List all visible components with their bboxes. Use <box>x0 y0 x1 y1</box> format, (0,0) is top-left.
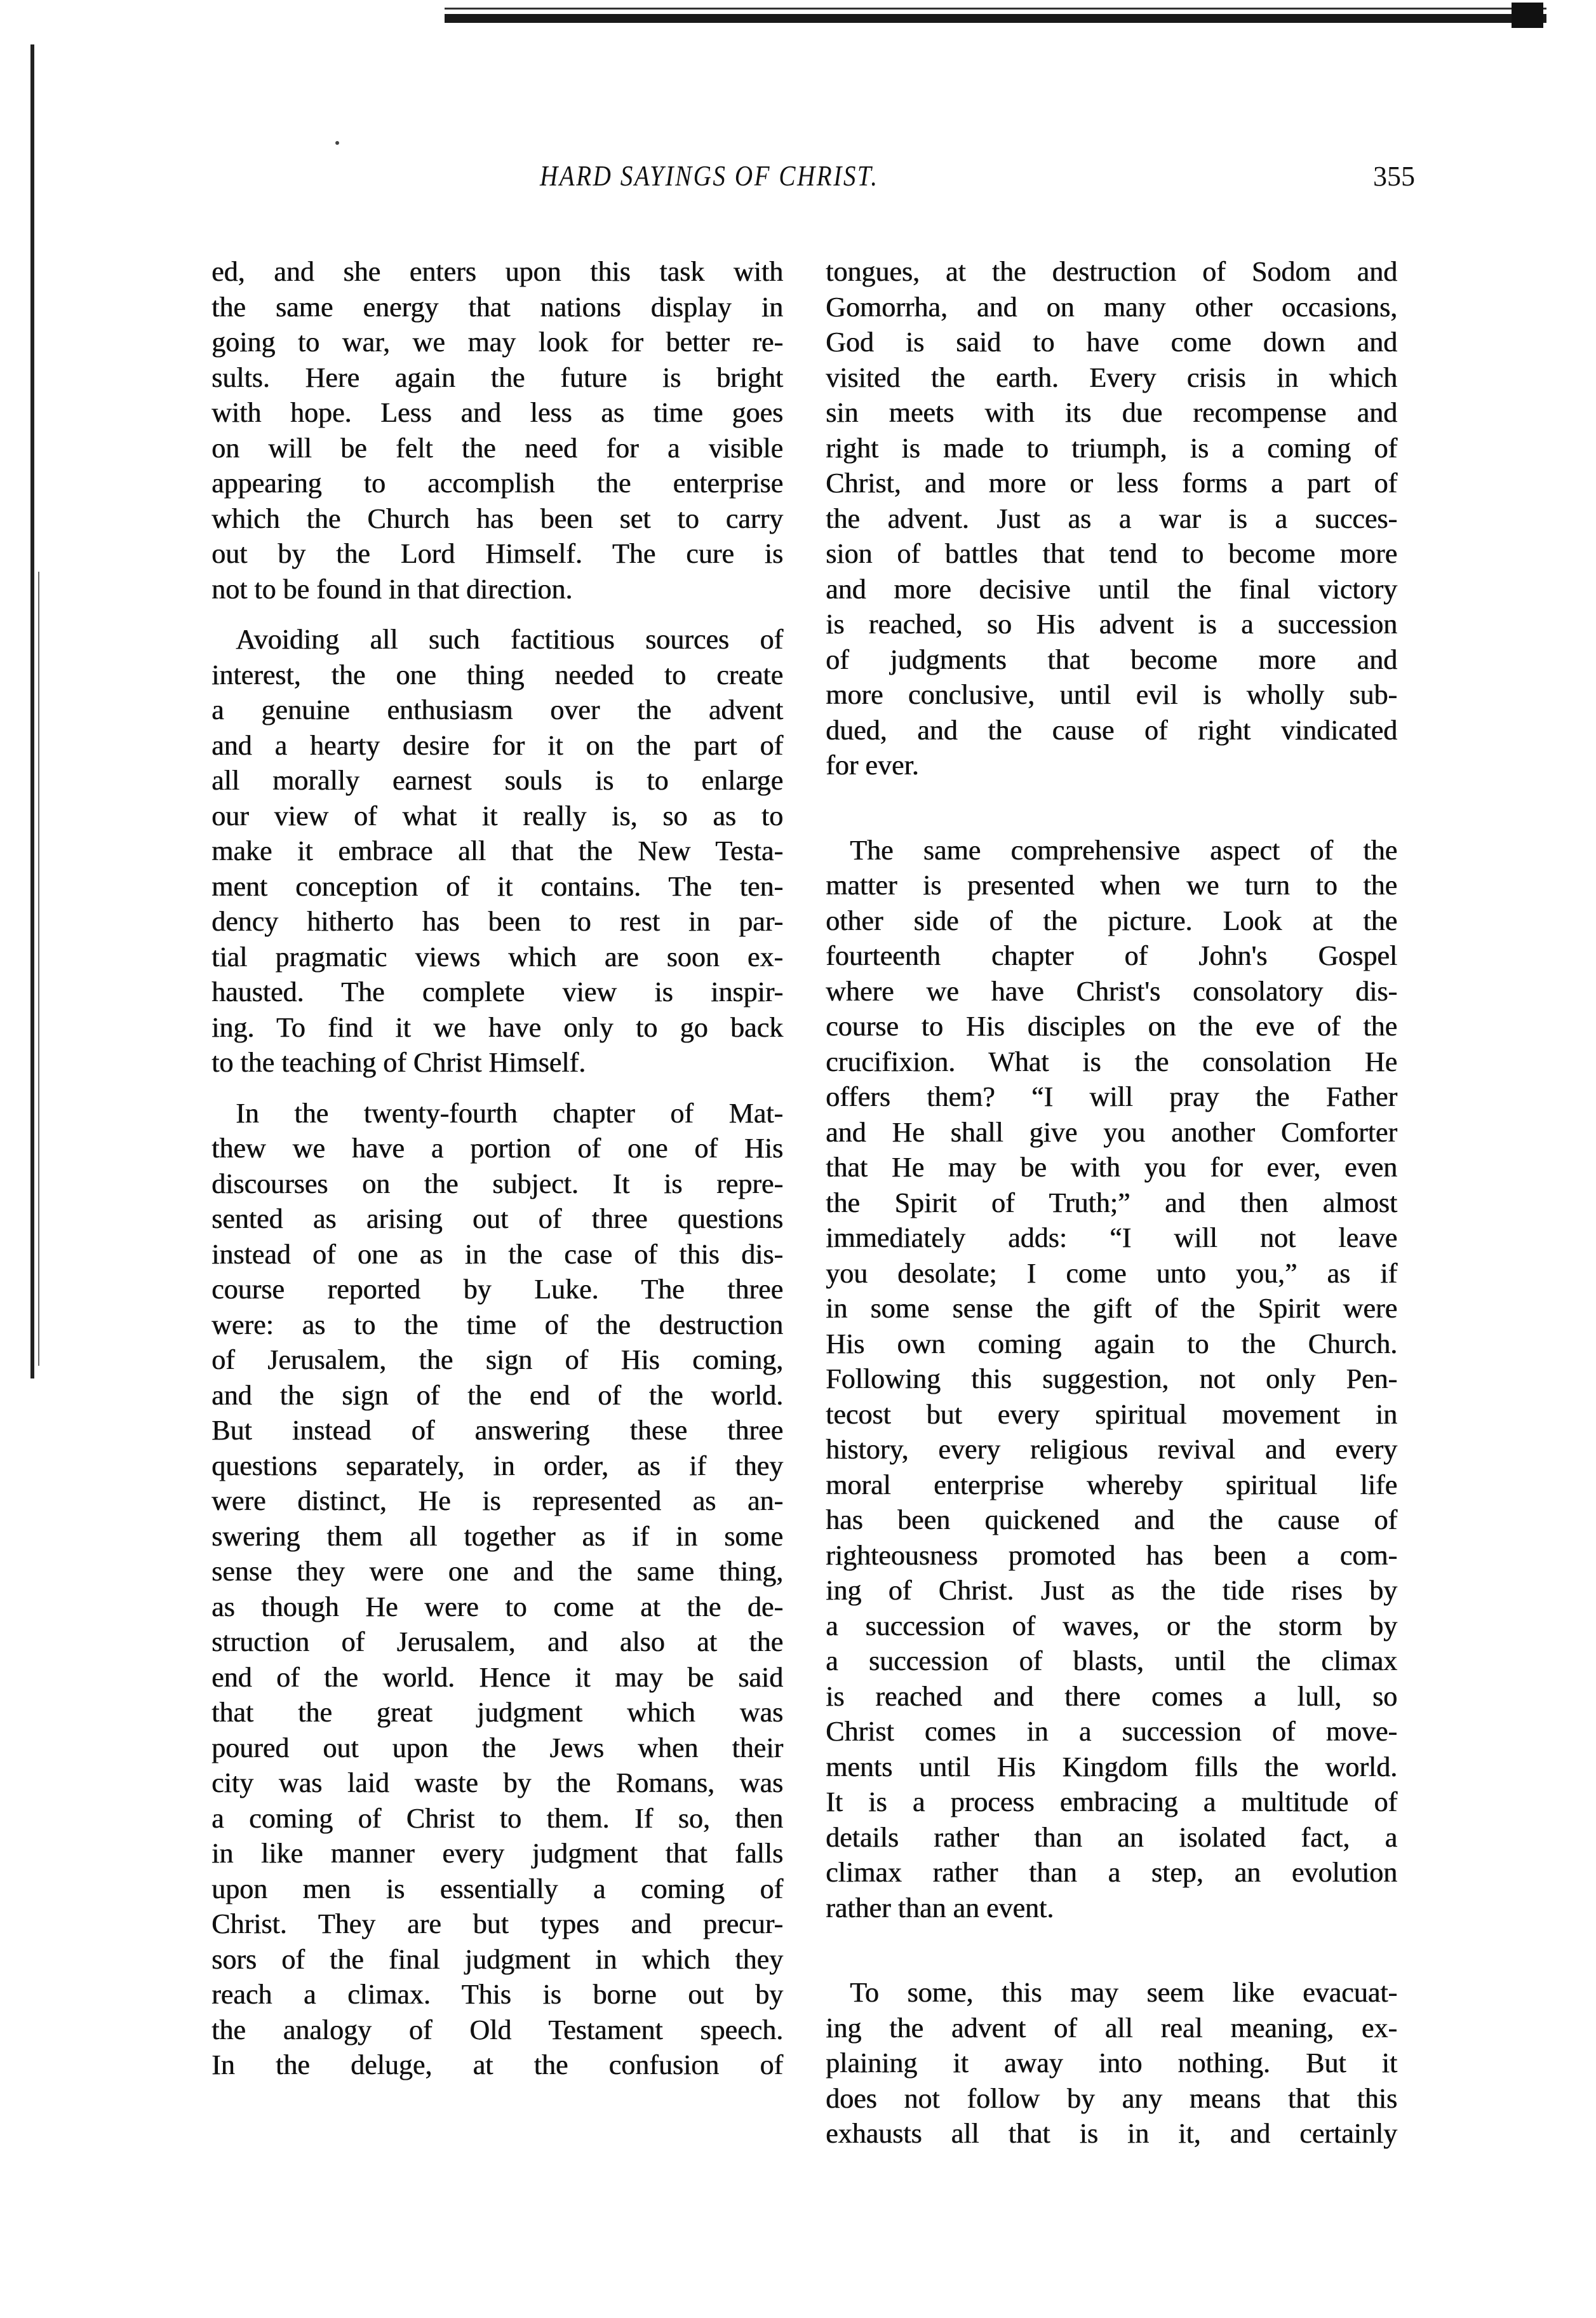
text-line: you desolate; I come unto you,” as if <box>826 1257 1397 1289</box>
text-line: In the twenty-fourth chapter of Mat- <box>236 1097 783 1129</box>
text-line: course reported by Luke. The three <box>211 1274 783 1305</box>
binding-edge-shadow <box>38 572 39 1366</box>
text-line: ed, and she enters upon this task with <box>211 256 783 287</box>
text-line: were: as to the time of the destruction <box>211 1309 783 1340</box>
text-line: sults. Here again the future is bright <box>211 361 783 393</box>
text-line: were distinct, He is represented as an- <box>211 1485 783 1516</box>
text-line: Christ comes in a succession of move- <box>826 1716 1397 1747</box>
text-line: Christ, and more or less forms a part of <box>826 468 1397 499</box>
text-line: in some sense the gift of the Spirit were <box>826 1293 1397 1324</box>
text-line: matter is presented when we turn to the <box>826 870 1397 901</box>
text-line: God is said to have come down and <box>826 327 1397 358</box>
text-line: tongues, at the destruction of Sodom and <box>826 256 1397 287</box>
text-line: To some, this may seem like evacuat- <box>850 1977 1397 2008</box>
text-line: out by the Lord Himself. The cure is <box>211 538 783 569</box>
text-line: and the sign of the end of the world. <box>211 1379 783 1411</box>
text-line: It is a process embracing a multitude of <box>826 1786 1397 1817</box>
text-line: ing. To find it we have only to go back <box>211 1011 783 1043</box>
text-line: a genuine enthusiasm over the advent <box>211 694 783 725</box>
top-rule-thin <box>445 8 1546 10</box>
running-title: HARD SAYINGS OF CHRIST. <box>540 159 879 192</box>
text-line: right is made to triumph, is a coming of <box>826 432 1397 464</box>
text-line: that He may be with you for ever, even <box>826 1152 1397 1183</box>
text-line: details rather than an isolated fact, a <box>826 1821 1397 1853</box>
text-line: does not follow by any means that this <box>826 2082 1397 2114</box>
text-line: instead of one as in the case of this dis- <box>211 1238 783 1270</box>
text-line: the analogy of Old Testament speech. <box>211 2014 783 2045</box>
paragraph <box>211 1096 783 2083</box>
text-line: sense they were one and the same thing, <box>211 1556 783 1587</box>
text-line: ing the advent of all real meaning, ex- <box>826 2012 1397 2044</box>
text-line: hausted. The complete view is inspir- <box>211 976 783 1007</box>
text-line: His own coming again to the Church. <box>826 1328 1397 1359</box>
text-line: swering them all together as if in some <box>211 1520 783 1552</box>
text-line: In the deluge, at the confusion of <box>211 2049 783 2080</box>
text-line: has been quickened and the cause of <box>826 1504 1397 1535</box>
text-line: questions separately, in order, as if they <box>211 1450 783 1481</box>
page-number: 355 <box>1373 161 1415 192</box>
text-line: sented as arising out of three questions <box>211 1203 783 1234</box>
text-line: going to war, we may look for better re- <box>211 327 783 358</box>
text-line: moral enterprise whereby spiritual life <box>826 1469 1397 1500</box>
text-line: crucifixion. What is the consolation He <box>826 1046 1397 1077</box>
text-line: our view of what it really is, so as to <box>211 800 783 832</box>
text-line: of judgments that become more and <box>826 644 1397 675</box>
text-line: Christ. They are but types and precur- <box>211 1908 783 1939</box>
text-line: and a hearty desire for it on the part of <box>211 729 783 761</box>
text-line: city was laid waste by the Romans, was <box>211 1767 783 1798</box>
text-line: reach a climax. This is borne out by <box>211 1979 783 2010</box>
paragraph <box>211 622 783 1081</box>
text-line: for ever. <box>826 750 919 781</box>
text-line: end of the world. Hence it may be said <box>211 1661 783 1693</box>
text-line: immediately adds: “I will not leave <box>826 1222 1397 1253</box>
text-line: ments until His Kingdom fills the world. <box>826 1751 1397 1782</box>
text-line: appearing to accomplish the enterprise <box>211 468 783 499</box>
text-line: ment conception of it contains. The ten- <box>211 870 783 902</box>
text-line: struction of Jerusalem, and also at the <box>211 1626 783 1657</box>
paragraph <box>211 254 783 607</box>
text-line: Following this suggestion, not only Pen- <box>826 1363 1397 1394</box>
text-line: thew we have a portion of one of His <box>211 1133 783 1164</box>
text-line: to the teaching of Christ Himself. <box>211 1047 586 1078</box>
text-line: sin meets with its due recompense and <box>826 397 1397 428</box>
text-line: on will be felt the need for a visible <box>211 432 783 464</box>
text-line: with hope. Less and less as time goes <box>211 397 783 428</box>
text-line: tecost but every spiritual movement in <box>826 1398 1397 1430</box>
text-line: more conclusive, until evil is wholly sub- <box>826 679 1397 710</box>
text-line: sors of the final judgment in which they <box>211 1943 783 1975</box>
text-line: But instead of answering these three <box>211 1415 783 1446</box>
paragraph <box>826 254 1397 783</box>
text-line: discourses on the subject. It is repre- <box>211 1168 783 1199</box>
right-column <box>826 254 1397 2152</box>
text-line: a coming of Christ to them. If so, then <box>211 1802 783 1834</box>
text-line: fourteenth chapter of John's Gospel <box>826 940 1397 971</box>
text-line: dency hitherto has been to rest in par- <box>211 906 783 937</box>
text-line: course to His disciples on the eve of the <box>826 1011 1397 1042</box>
text-line: The same comprehensive aspect of the <box>850 834 1397 866</box>
text-line: sion of battles that tend to become more <box>826 538 1397 569</box>
text-line: upon men is essentially a coming of <box>211 1873 783 1904</box>
text-line: righteousness promoted has been a com- <box>826 1539 1397 1571</box>
text-line: is reached and there comes a lull, so <box>826 1680 1397 1712</box>
text-line: rather than an event. <box>826 1892 1054 1924</box>
text-line: plaining it away into nothing. But it <box>826 2047 1397 2079</box>
text-line: as though He were to come at the de- <box>211 1591 783 1622</box>
left-column <box>211 254 783 2083</box>
text-line: tial pragmatic views which are soon ex- <box>211 941 783 973</box>
speck <box>335 141 339 145</box>
text-line: the advent. Just as a war is a succes- <box>826 502 1397 534</box>
text-line: other side of the picture. Look at the <box>826 905 1397 936</box>
text-line: that the great judgment which was <box>211 1697 783 1728</box>
text-line: ing of Christ. Just as the tide rises by <box>826 1575 1397 1606</box>
paragraph <box>826 1975 1397 2152</box>
text-line: dued, and the cause of right vindicated <box>826 714 1397 746</box>
text-line: is reached, so His advent is a succession <box>826 609 1397 640</box>
text-line: poured out upon the Jews when their <box>211 1732 783 1763</box>
text-line: Gomorrha, and on many other occasions, <box>826 291 1397 323</box>
text-line: and He shall give you another Comforter <box>826 1116 1397 1148</box>
text-line: of Jerusalem, the sign of His coming, <box>211 1344 783 1375</box>
text-line: Avoiding all such factitious sources of <box>236 624 783 655</box>
text-line: make it embrace all that the New Testa- <box>211 835 783 866</box>
paragraph <box>826 833 1397 1926</box>
text-line: exhausts all that is in it, and certainly <box>826 2118 1397 2149</box>
text-line: a succession of waves, or the storm by <box>826 1610 1397 1641</box>
text-line: where we have Christ's consolatory dis- <box>826 975 1397 1007</box>
text-line: climax rather than a step, an evolution <box>826 1857 1397 1888</box>
text-line: not to be found in that direction. <box>211 573 573 605</box>
text-line: in like manner every judgment that falls <box>211 1838 783 1869</box>
text-line: and more decisive until the final victory <box>826 573 1397 605</box>
text-line: all morally earnest souls is to enlarge <box>211 765 783 796</box>
text-line: history, every religious revival and every <box>826 1434 1397 1465</box>
text-line: visited the earth. Every crisis in which <box>826 361 1397 393</box>
binding-edge <box>30 44 34 1378</box>
text-line: interest, the one thing needed to create <box>211 659 783 691</box>
text-line: the same energy that nations display in <box>211 291 783 323</box>
text-line: offers them? “I will pray the Father <box>826 1081 1397 1112</box>
text-line: the Spirit of Truth;” and then almost <box>826 1187 1397 1218</box>
top-rule <box>445 14 1546 23</box>
text-line: a succession of blasts, until the climax <box>826 1645 1397 1676</box>
top-rule-end <box>1512 3 1543 28</box>
text-line: which the Church has been set to carry <box>211 502 783 534</box>
